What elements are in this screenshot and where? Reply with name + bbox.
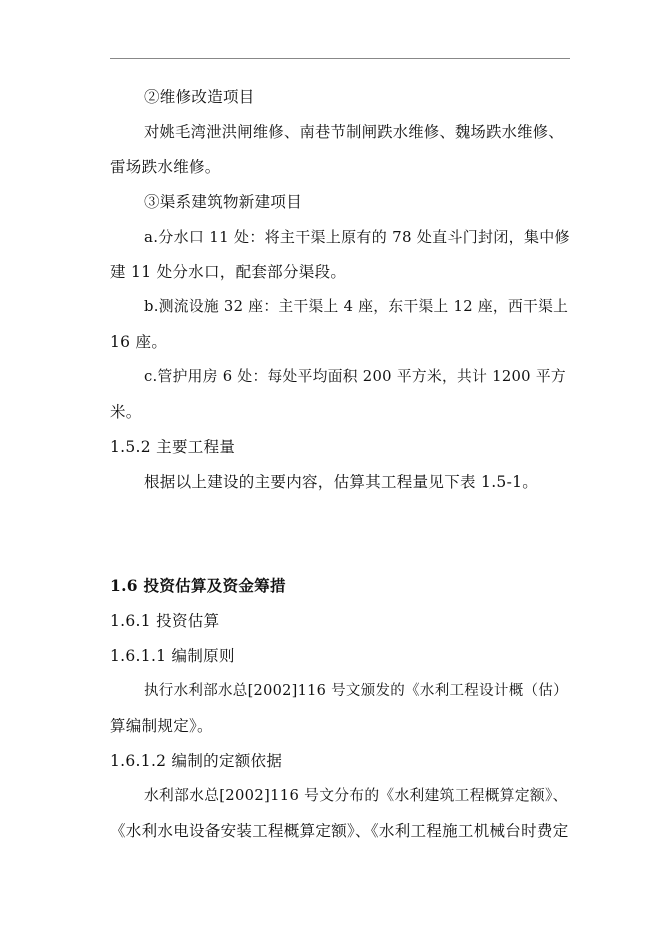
paragraph-line: 16 座。	[110, 333, 168, 351]
paragraph-line: 雷场跌水维修。	[110, 158, 221, 176]
section-heading-1-6-1: 1.6.1 投资估算	[110, 612, 220, 630]
paragraph-line: 米。	[110, 403, 142, 421]
paragraph-line: 水利部水总[2002]116 号文分布的《水利建筑工程概算定额》、	[144, 787, 568, 804]
paragraph-line: a.分水口 11 处：将主干渠上原有的 78 处直斗门封闭，集中修	[144, 228, 570, 246]
section-heading-1-6-1-2: 1.6.1.2 编制的定额依据	[110, 752, 283, 770]
subsection-heading-new-build: ③渠系建筑物新建项目	[144, 193, 303, 211]
paragraph-line: 算编制规定》。	[110, 717, 213, 735]
section-heading-1-5-2: 1.5.2 主要工程量	[110, 438, 236, 456]
header-rule	[110, 58, 570, 59]
section-heading-1-6-1-1: 1.6.1.1 编制原则	[110, 647, 235, 665]
section-heading-1-6: 1.6 投资估算及资金筹措	[110, 576, 286, 595]
paragraph-line: c.管护用房 6 处：每处平均面积 200 平方米，共计 1200 平方	[144, 368, 566, 385]
paragraph-line: 建 11 处分水口，配套部分渠段。	[110, 263, 347, 281]
paragraph-line: 对姚毛湾泄洪闸维修、南巷节制闸跌水维修、魏场跌水维修、	[144, 123, 564, 141]
paragraph-line: 执行水利部水总[2002]116 号文颁发的《水利工程设计概（估）	[144, 683, 568, 699]
paragraph-line: b.测流设施 32 座：主干渠上 4 座，东干渠上 12 座，西干渠上	[144, 298, 569, 315]
paragraph-line: 《水利水电设备安装工程概算定额》、《水利工程施工机械台时费定	[110, 822, 569, 840]
subsection-heading-repair: ②维修改造项目	[144, 88, 255, 106]
paragraph-line: 根据以上建设的主要内容，估算其工程量见下表 1.5-1。	[144, 473, 539, 491]
